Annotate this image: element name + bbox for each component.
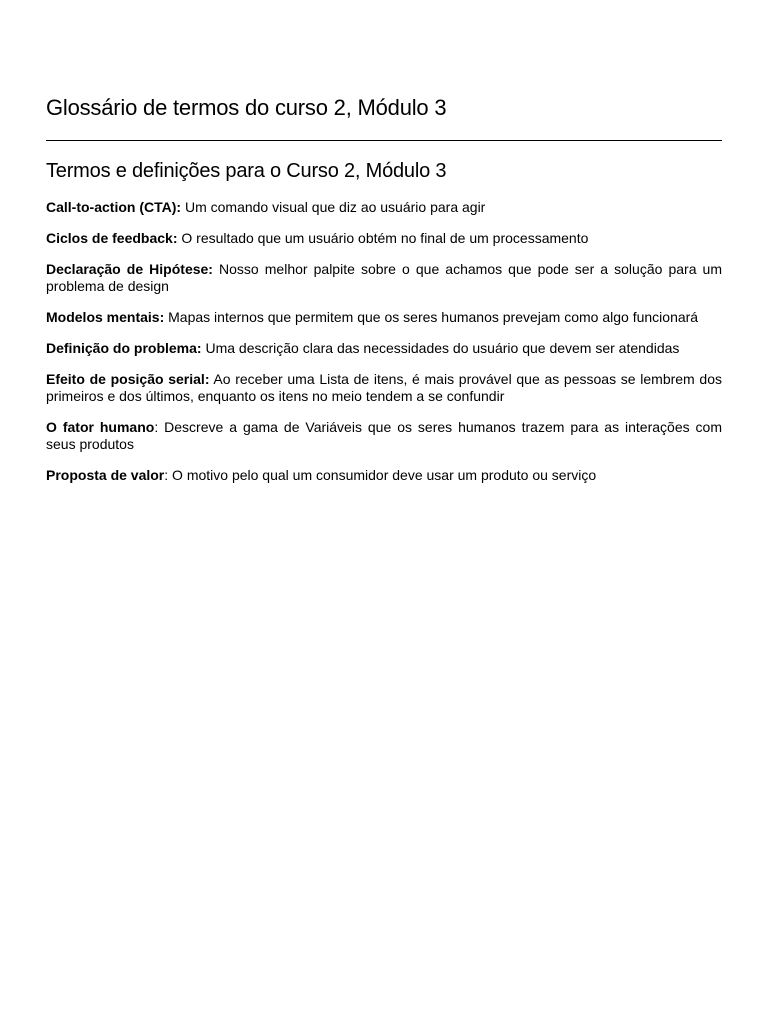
glossary-term: Ciclos de feedback: [46, 230, 178, 246]
glossary-entry-problem-definition [46, 340, 722, 357]
glossary-term: Call-to-action (CTA): [46, 199, 182, 215]
section-title: Termos e definições para o Curso 2, Módulo 3 [46, 160, 447, 182]
glossary-definition: Ao receber uma Lista de itens, é mais provável que as pessoas se lembrem dos primeiros e dos últimos, enquanto os itens no meio tendem a se confundir [46, 371, 722, 404]
title-divider [46, 140, 722, 141]
glossary-entry-feedback [46, 230, 722, 247]
glossary-definition: O resultado que um usuário obtém no final de um processamento [177, 230, 589, 246]
page-title: Glossário de termos do curso 2, Módulo 3 [46, 95, 447, 120]
glossary-definition: Mapas internos que permitem que os seres humanos prevejam como algo funcionará [164, 309, 699, 325]
glossary-definition: Um comando visual que diz ao usuário para agir [181, 199, 486, 215]
glossary-definition: Uma descrição clara das necessidades do usuário que devem ser atendidas [201, 340, 680, 356]
glossary-definition: Nosso melhor palpite sobre o que achamos que pode ser a solução para um problema de design [46, 261, 722, 294]
glossary-definition: : Descreve a gama de Variáveis que os seres humanos trazem para as interações com seus produtos [46, 419, 722, 452]
glossary-term: Proposta de valor [46, 467, 165, 483]
glossary-entry-mental-models [46, 309, 722, 326]
glossary-term: Modelos mentais: [46, 309, 165, 325]
glossary-definition: : O motivo pelo qual um consumidor deve usar um produto ou serviço [164, 467, 597, 483]
glossary-entry-serial-position [46, 371, 722, 405]
glossary-term: Definição do problema: [46, 340, 202, 356]
glossary-entry-value-proposition [46, 467, 722, 484]
glossary-entry-hypothesis [46, 261, 722, 295]
glossary-term: O fator humano [46, 419, 155, 435]
glossary-term: Declaração de Hipótese: [46, 261, 213, 277]
glossary-entry-human-factor [46, 419, 722, 453]
glossary-list [46, 199, 722, 484]
glossary-term: Efeito de posição serial: [46, 371, 210, 387]
glossary-entry-cta [46, 199, 722, 216]
